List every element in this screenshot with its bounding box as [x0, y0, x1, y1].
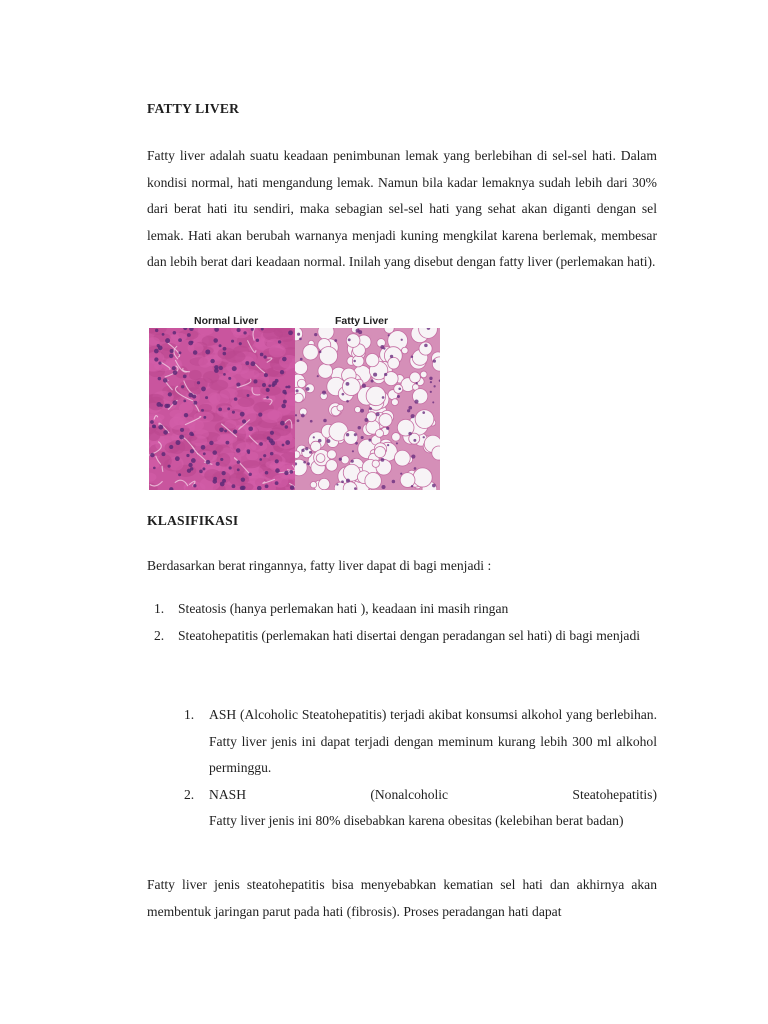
list-number: 1.: [154, 601, 165, 616]
normal-liver-tissue: [149, 322, 302, 490]
page-title: FATTY LIVER: [147, 101, 240, 116]
intro-paragraph: Fatty liver adalah suatu keadaan penimbunan lemak yang berlebihan di sel-sel hati. Dalam kondisi normal, hati mengandung lemak. Namun bila kadar lemaknya sudah lebih dari 30% dari berat hati itu sendiri, maka sebagian sel-sel hati yang sehat akan diganti dengan sel lemak. Hati akan berubah warnanya menjadi kuning mengkilat karena berlemak, membesar dan lebih berat dari keadaan normal. Inilah yang disebut dengan fatty liver (perlemakan hati).: [147, 148, 657, 269]
nash-expansion-b: Steatohepatitis): [572, 786, 657, 802]
steatohepatitis-sublist: [178, 702, 657, 835]
liver-histology-figure: [149, 312, 440, 490]
nash-expansion-a: (Nonalcoholic: [370, 786, 449, 802]
section-title: KLASIFIKASI: [147, 513, 239, 528]
list-number: 2.: [154, 627, 165, 643]
sublist-number: 2.: [184, 786, 195, 802]
list-item: [147, 623, 657, 650]
fatty-liver-label: Fatty Liver: [335, 315, 389, 327]
closing-paragraph: Fatty liver jenis steatohepatitis bisa menyebabkan kematian sel hati dan akhirnya akan membentuk jaringan parut pada hati (fibrosis). Proses peradangan hati dapat: [147, 877, 657, 919]
sublist-number: 1.: [184, 707, 195, 722]
list-text: Steatohepatitis (perlemakan hati disertai dengan peradangan sel hati) di bagi menjadi: [178, 627, 641, 643]
liver-comparison-image: [149, 312, 440, 490]
sublist-item: [178, 782, 657, 835]
sublist-text: Fatty liver jenis ini 80% disebabkan karena obesitas (kelebihan berat badan): [209, 813, 624, 828]
list-text: Steatosis (hanya perlemakan hati ), keadaan ini masih ringan: [178, 601, 509, 616]
classification-list: [147, 596, 657, 649]
nash-abbr: NASH: [209, 786, 247, 802]
fatty-liver-tissue: [288, 320, 440, 490]
sublist-item: [178, 702, 657, 782]
sublist-body: [209, 782, 657, 835]
nash-heading: [209, 782, 657, 809]
sublist-text: ASH (Alcoholic Steatohepatitis) terjadi akibat konsumsi alkohol yang berlebihan. Fatty liver jenis ini dapat terjadi dengan meminum kurang lebih 300 ml alkohol perminggu.: [209, 707, 657, 775]
classification-intro: Berdasarkan berat ringannya, fatty liver dapat di bagi menjadi :: [147, 558, 492, 573]
list-item: [147, 596, 657, 623]
normal-liver-label: Normal Liver: [194, 315, 259, 327]
